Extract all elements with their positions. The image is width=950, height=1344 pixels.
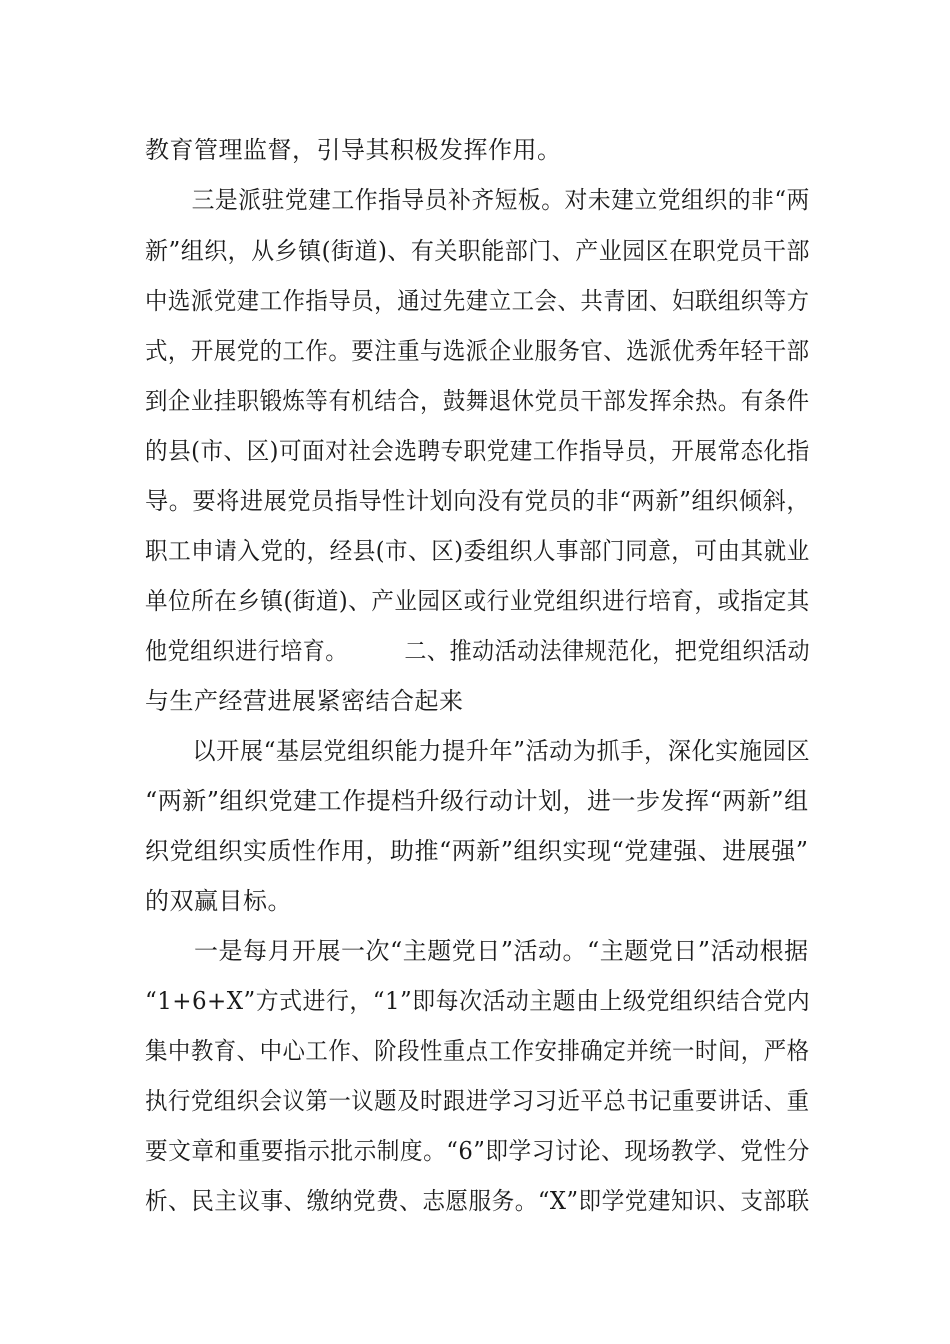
text-line: 他党组织进行培育。 二、推动活动法律规范化，把党组织活动 — [145, 637, 810, 665]
text-line: 织党组织实质性作用，助推“两新”组织实现“党建强、进展强” — [145, 837, 809, 865]
text-line: 新”组织，从乡镇(街道)、有关职能部门、产业园区在职党员干部 — [145, 237, 810, 265]
text-line: 式，开展党的工作。要注重与选派企业服务官、选派优秀年轻干部 — [145, 337, 810, 365]
text-line: 集中教育、中心工作、阶段性重点工作安排确定并统一时间，严格 — [145, 1037, 810, 1065]
text-line: 执行党组织会议第一议题及时跟进学习习近平总书记重要讲话、重 — [145, 1087, 810, 1115]
text-line: 三是派驻党建工作指导员补齐短板。对未建立党组织的非“两 — [145, 186, 810, 214]
text-line: 教育管理监督，引导其积极发挥作用。 — [145, 136, 562, 164]
text-line: 的双赢目标。 — [145, 887, 292, 915]
text-line: 到企业挂职锻炼等有机结合，鼓舞退休党员干部发挥余热。有条件 — [145, 387, 810, 415]
text-line: 要文章和重要指示批示制度。“6”即学习讨论、现场教学、党性分 — [145, 1137, 810, 1165]
text-line: 析、民主议事、缴纳党费、志愿服务。“X”即学党建知识、支部联 — [145, 1187, 810, 1215]
text-line: 与生产经营进展紧密结合起来 — [145, 687, 464, 715]
text-line: 一是每月开展一次“主题党日”活动。“主题党日”活动根据 — [145, 937, 809, 965]
text-line: 的县(市、区)可面对社会选聘专职党建工作指导员，开展常态化指 — [145, 437, 810, 465]
text-line: 中选派党建工作指导员，通过先建立工会、共青团、妇联组织等方 — [145, 287, 810, 315]
text-line: 职工申请入党的，经县(市、区)委组织人事部门同意，可由其就业 — [145, 537, 810, 565]
text-line: 导。要将进展党员指导性计划向没有党员的非“两新”组织倾斜， — [145, 487, 811, 515]
text-line: “两新”组织党建工作提档升级行动计划，进一步发挥“两新”组 — [145, 787, 809, 815]
text-line: “1+6+X”方式进行，“1”即每次活动主题由上级党组织结合党内 — [145, 987, 811, 1015]
text-line: 以开展“基层党组织能力提升年”活动为抓手，深化实施园区 — [145, 737, 811, 765]
text-line: 单位所在乡镇(街道)、产业园区或行业党组织进行培育，或指定其 — [145, 587, 810, 615]
